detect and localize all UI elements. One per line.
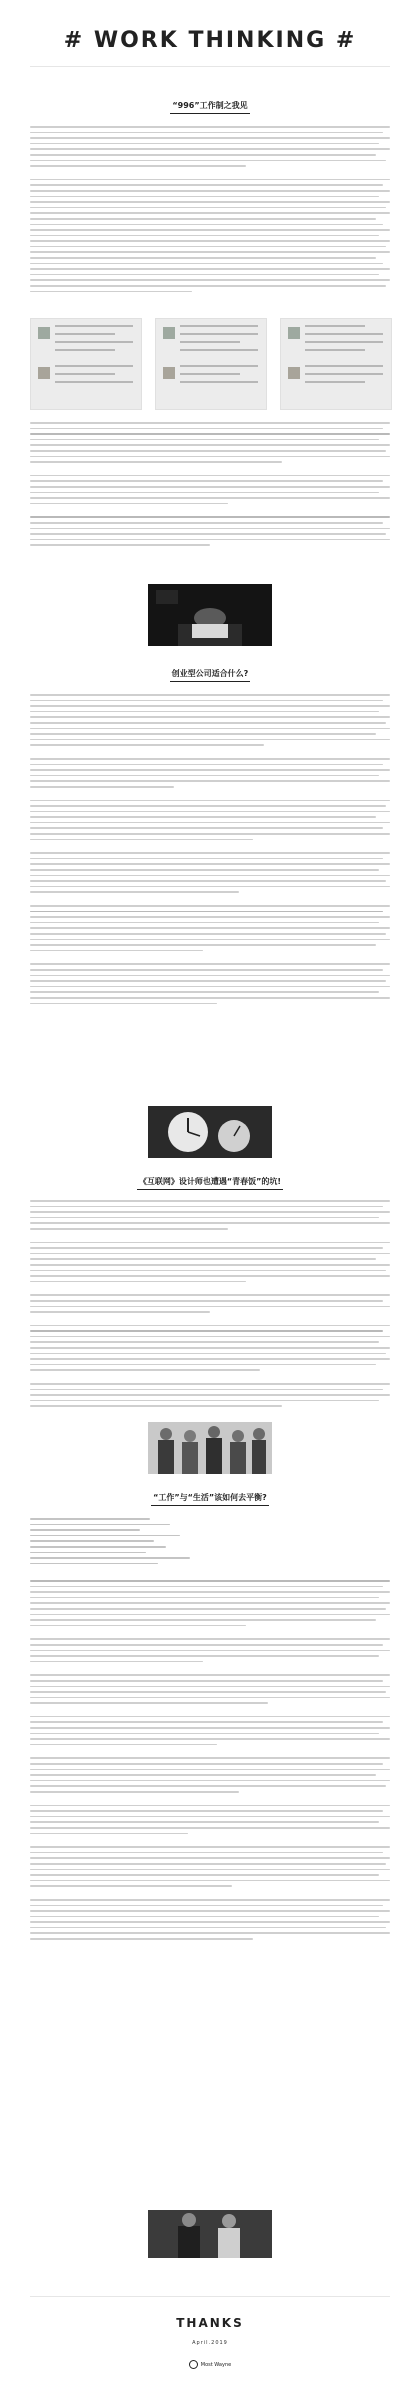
question-list [30, 1518, 230, 1568]
section-body [30, 126, 390, 296]
section-heading: “工作”与“生活”该如何去平衡? [0, 1492, 420, 1506]
brand [0, 2360, 420, 2369]
divider [30, 66, 390, 67]
thanks-text: THANKS [176, 2316, 244, 2330]
brand-logo-icon [189, 2360, 198, 2369]
section-body [30, 694, 390, 1008]
page-title: # WORK THINKING # [63, 28, 357, 53]
section-heading: 《互联网》设计师也遭遇“青春饭”的坑! [0, 1176, 420, 1190]
chat-screenshot [30, 318, 142, 410]
couple-photo [148, 2210, 272, 2258]
section-heading: “996”工作制之我见 [0, 100, 420, 114]
section-body [30, 1200, 390, 1411]
office-worker-photo [148, 584, 272, 646]
divider [30, 2296, 390, 2297]
chat-screenshot [155, 318, 267, 410]
section-heading: 创业型公司适合什么? [0, 668, 420, 682]
section-body [30, 1580, 390, 1944]
section-body [30, 422, 390, 550]
brand-name: Most Wayne [200, 2362, 232, 2368]
clock-photo [148, 1106, 272, 1158]
people-photo [148, 1422, 272, 1474]
screenshot-collage [30, 318, 390, 410]
date-text: April.2019 [192, 2340, 228, 2346]
chat-screenshot [280, 318, 392, 410]
